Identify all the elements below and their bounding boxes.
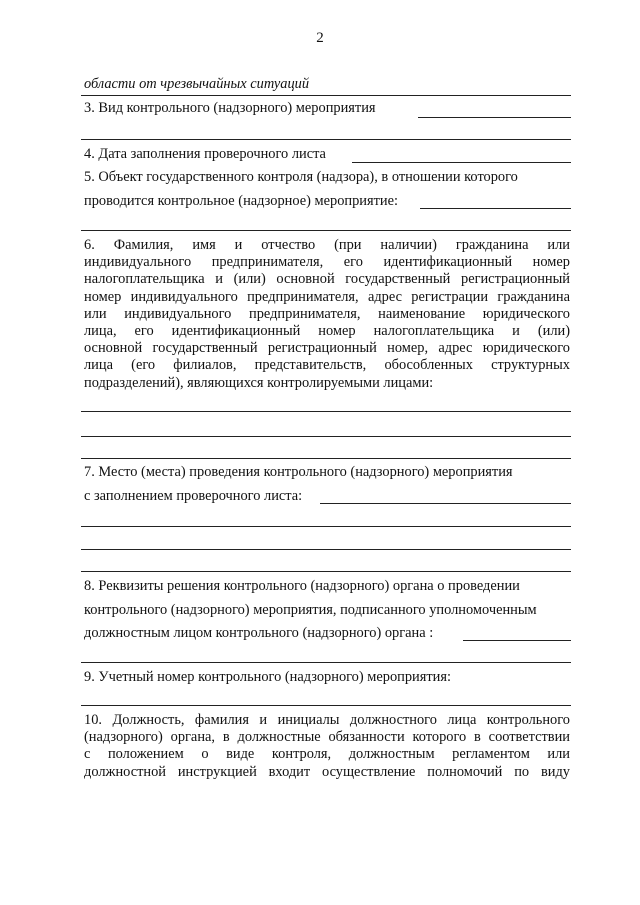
- page-number: 2: [316, 30, 324, 46]
- item-10-line: 10. Должность, фамилия и инициалы должностного лица контрольного: [84, 712, 570, 728]
- item-10-paragraph: [84, 712, 570, 781]
- item-6-line: лица (его филиалов, представительств, обособленных структурных: [84, 357, 570, 374]
- item-6-line: номер индивидуального предпринимателя, адрес регистрации гражданина: [84, 288, 570, 305]
- item-6-line: лица, его идентификационный номер налогоплательщика и (или): [84, 323, 570, 340]
- separator-line: [81, 139, 571, 140]
- item-6-line: 6. Фамилия, имя и отчество (при наличии) гражданина или: [84, 237, 570, 253]
- separator-line: [81, 458, 571, 459]
- item-7-label-line1: 7. Место (места) проведения контрольного (надзорного) мероприятия: [84, 464, 513, 480]
- item-3-label: 3. Вид контрольного (надзорного) мероприятия: [84, 100, 376, 116]
- item-8-fill-line[interactable]: [463, 640, 571, 641]
- item-9-label: 9. Учетный номер контрольного (надзорного) мероприятия:: [84, 669, 451, 685]
- item-6-fill-line[interactable]: [81, 411, 571, 412]
- item-7-fill-line[interactable]: [81, 526, 571, 527]
- separator-line: [81, 571, 571, 572]
- item-6-fill-line[interactable]: [81, 436, 571, 437]
- item-6-line: налогоплательщика и (или) основной государственный регистрационный: [84, 271, 570, 288]
- item-7-fill-line[interactable]: [81, 549, 571, 550]
- item-6-line: или индивидуального предпринимателя, наименование юридического: [84, 305, 570, 322]
- item-6-line: подразделений), являющихся контролируемыми лицами:: [84, 374, 434, 391]
- separator-line: [81, 662, 571, 663]
- item-6-line: основной государственный регистрационный номер, адрес юридического: [84, 340, 570, 357]
- item-5-fill-line[interactable]: [420, 208, 571, 209]
- item-4-fill-line[interactable]: [352, 162, 571, 163]
- item-4-label: 4. Дата заполнения проверочного листа: [84, 146, 326, 162]
- item-5-label-line1: 5. Объект государственного контроля (надзора), в отношении которого: [84, 169, 518, 185]
- item-6-line: индивидуального предпринимателя, его идентификационный номер: [84, 254, 570, 271]
- header-continuation: области от чрезвычайных ситуаций: [84, 76, 310, 92]
- item-10-line: с положением о виде контроля, должностным регламентом или: [84, 746, 570, 763]
- item-9-fill-line[interactable]: [81, 705, 571, 706]
- item-10-line: должностной инструкцией входит осуществление полномочий по виду: [84, 763, 570, 780]
- item-8-label-line1: 8. Реквизиты решения контрольного (надзорного) органа о проведении: [84, 578, 520, 594]
- item-6-paragraph: [84, 237, 570, 392]
- item-7-label-line2: с заполнением проверочного листа:: [84, 488, 303, 504]
- item-10-line: (надзорного) органа, в должностные обязанности которого в соответствии: [84, 729, 570, 746]
- item-8-label-line2: контрольного (надзорного) мероприятия, подписанного уполномоченным: [84, 602, 537, 618]
- separator-line: [81, 95, 571, 96]
- separator-line: [81, 230, 571, 231]
- item-7-fill-line[interactable]: [320, 503, 571, 504]
- item-8-label-line3: должностным лицом контрольного (надзорного) органа :: [84, 625, 434, 641]
- item-5-label-line2: проводится контрольное (надзорное) мероприятие:: [84, 193, 398, 209]
- item-3-fill-line[interactable]: [418, 117, 571, 118]
